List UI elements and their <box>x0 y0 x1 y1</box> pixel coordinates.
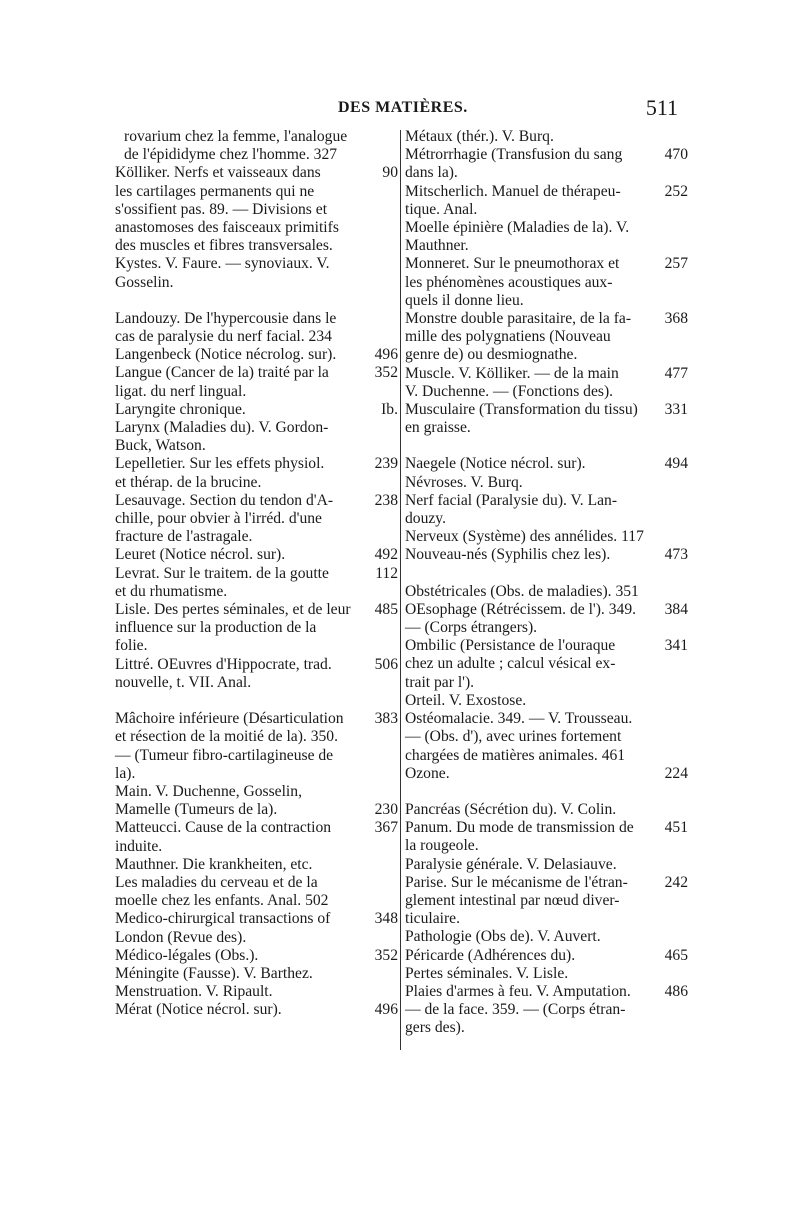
entry-line: Ombilic (Persistance de l'ouraque <box>405 637 616 655</box>
index-entry <box>115 819 398 855</box>
page-reference: 470 <box>664 146 688 164</box>
index-entry <box>405 983 688 1038</box>
index-entry <box>405 801 688 819</box>
index-entry <box>405 455 688 473</box>
index-entry <box>405 146 688 182</box>
page-reference: 465 <box>664 946 688 964</box>
entry-line: chille, pour obvier à l'irréd. d'une <box>115 510 322 528</box>
entry-line: douzy. <box>405 510 446 528</box>
index-entry <box>115 128 398 164</box>
entry-line: Parise. Sur le mécanisme de l'étran- <box>405 873 628 891</box>
index-entry <box>405 310 688 365</box>
entry-line: tique. Anal. <box>405 200 478 218</box>
page-reference: 257 <box>664 255 688 273</box>
page-reference: 486 <box>664 982 688 1000</box>
page-reference: 485 <box>374 601 398 619</box>
index-entry <box>405 546 688 564</box>
entry-line: Panum. Du mode de transmission de <box>405 819 634 837</box>
entry-line: Medico-chirurgical transactions of <box>115 910 331 928</box>
entry-line: — (Tumeur fibro-cartilagineuse de <box>115 746 334 764</box>
entry-line: Pathologie (Obs de). V. Auvert. <box>405 928 601 946</box>
index-entry <box>405 856 688 874</box>
entry-line: rovarium chez la femme, l'analogue <box>124 128 348 145</box>
entry-line: Mâchoire inférieure (Désarticulation <box>115 710 344 728</box>
entry-line: induite. <box>115 837 163 855</box>
entry-line: Paralysie générale. V. Delasiauve. <box>405 855 617 873</box>
entry-line: Pertes séminales. V. Lisle. <box>405 964 569 982</box>
entry-line: genre de) ou desmiognathe. <box>405 346 578 364</box>
page-reference: 252 <box>664 182 688 200</box>
index-entry <box>405 819 688 855</box>
index-column-right <box>405 128 688 1038</box>
entry-line: Plaies d'armes à feu. V. Amputation. <box>405 982 631 1000</box>
entry-line: Menstruation. V. Ripault. <box>115 983 273 1001</box>
index-entry <box>115 164 398 255</box>
entry-line: Kystes. V. Faure. — synoviaux. V. <box>115 255 330 273</box>
entry-line: — de la face. 359. — (Corps étran- <box>405 1001 626 1019</box>
index-entry <box>115 455 398 491</box>
entry-line: ligat. du nerf lingual. <box>115 382 247 400</box>
column-divider <box>400 130 401 1050</box>
index-entry <box>115 983 398 1001</box>
index-entry <box>405 874 688 929</box>
index-entry <box>405 965 688 983</box>
entry-line: Moelle épinière (Maladies de la). V. <box>405 219 630 237</box>
entry-line: Nouveau-nés (Syphilis chez les). <box>405 546 611 564</box>
page-number: 511 <box>645 95 678 120</box>
entry-line: — (Corps étrangers). <box>405 619 538 637</box>
index-entry <box>115 601 398 656</box>
entry-line: s'ossifient pas. 89. — Divisions et <box>115 200 328 218</box>
entry-line: Lesauvage. Section du tendon d'A- <box>115 491 334 509</box>
index-entry <box>115 419 398 455</box>
page-reference: 506 <box>374 655 398 673</box>
entry-line: Main. V. Duchenne, Gosselin, <box>115 782 302 800</box>
entry-line: Orteil. V. Exostose. <box>405 691 527 709</box>
index-entry <box>115 346 398 364</box>
entry-line: Naegele (Notice nécrol. sur). <box>405 455 586 473</box>
page-reference: 90 <box>382 164 398 182</box>
entry-line: Pancréas (Sécrétion du). V. Colin. <box>405 800 617 818</box>
entry-line: dans la). <box>405 164 458 182</box>
entry-line: anastomoses des faisceaux primitifs <box>115 219 339 237</box>
entry-line: Méningite (Fausse). V. Barthez. <box>115 964 313 982</box>
entry-line: Ozone. <box>405 764 450 782</box>
entry-line: London (Revue des). <box>115 928 247 946</box>
entry-line: quels il donne lieu. <box>405 291 524 309</box>
index-entry <box>405 183 688 219</box>
entry-line: Lisle. Des pertes séminales, et de leur <box>115 601 351 619</box>
entry-line: Littré. OEuvres d'Hippocrate, trad. <box>115 655 332 673</box>
index-entry <box>115 965 398 983</box>
entry-line: Kölliker. Nerfs et vaisseaux dans <box>115 164 321 182</box>
index-entry <box>115 401 398 419</box>
index-entry <box>405 692 688 710</box>
page-reference: 224 <box>664 764 688 782</box>
index-entry <box>405 255 688 310</box>
page-reference: 352 <box>374 364 398 382</box>
entry-line: Mamelle (Tumeurs de la). <box>115 801 278 819</box>
entry-line: fracture de l'astragale. <box>115 528 253 546</box>
entry-line: Langenbeck (Notice nécrolog. sur). <box>115 346 337 364</box>
entry-line: Nerveux (Système) des annélides. 117 <box>405 528 644 546</box>
entry-line: Mérat (Notice nécrol. sur). <box>115 1001 282 1019</box>
entry-line: Monneret. Sur le pneumothorax et <box>405 255 620 273</box>
index-entry <box>115 546 398 564</box>
page-reference: 383 <box>374 710 398 728</box>
entry-line: cas de paralysie du nerf facial. 234 <box>115 328 332 346</box>
entry-line: mille des polygnatiens (Nouveau <box>405 328 611 346</box>
page-reference: 230 <box>374 801 398 819</box>
entry-line: Péricarde (Adhérences du). <box>405 946 576 964</box>
entry-line: la rougeole. <box>405 837 479 855</box>
page-reference: 352 <box>374 946 398 964</box>
entry-line: influence sur la production de la <box>115 619 317 637</box>
index-entry <box>405 219 688 255</box>
index-entry <box>115 856 398 911</box>
entry-line: et du rhumatisme. <box>115 582 228 600</box>
page-reference: 451 <box>664 819 688 837</box>
entry-line: trait par l'). <box>405 673 475 691</box>
page-reference: 348 <box>374 910 398 928</box>
entry-line: chargées de matières animales. 461 <box>405 746 626 764</box>
page-reference: 477 <box>664 364 688 382</box>
entry-line: Muscle. V. Kölliker. — de la main <box>405 364 619 382</box>
index-entry <box>115 255 398 291</box>
index-entry <box>405 637 688 692</box>
entry-line: chez un adulte ; calcul vésical ex- <box>405 655 616 673</box>
page-reference: 473 <box>664 546 688 564</box>
entry-line: et résection de la moitié de la). 350. <box>115 728 338 746</box>
index-entry <box>115 364 398 400</box>
index-entry <box>115 492 398 547</box>
index-entry <box>115 947 398 965</box>
index-entry <box>405 474 688 492</box>
page-header <box>118 95 678 125</box>
entry-line: Levrat. Sur le traitem. de la goutte <box>115 564 329 582</box>
entry-line: glement intestinal par nœud diver- <box>405 891 620 909</box>
entry-line: Métaux (thér.). V. Burq. <box>405 128 554 145</box>
entry-line: ticulaire. <box>405 910 460 928</box>
index-entry <box>405 947 688 965</box>
entry-line: de l'épididyme chez l'homme. 327 <box>124 146 338 164</box>
index-entry <box>405 601 688 637</box>
entry-line: Mitscherlich. Manuel de thérapeu- <box>405 182 621 200</box>
index-entry <box>405 528 688 546</box>
entry-line: gers des). <box>405 1019 465 1037</box>
index-entry <box>115 656 398 692</box>
index-entry <box>405 401 688 437</box>
entry-line: Mauthner. <box>405 237 469 255</box>
entry-line: en graisse. <box>405 419 471 437</box>
entry-line: Leuret (Notice nécrol. sur). <box>115 546 286 564</box>
page-reference: 494 <box>664 455 688 473</box>
page-reference: 341 <box>664 637 688 655</box>
entry-line: Monstre double parasitaire, de la fa- <box>405 310 632 328</box>
index-entry <box>115 710 398 783</box>
page-reference: 331 <box>664 401 688 419</box>
entry-line: nouvelle, t. VII. Anal. <box>115 673 252 691</box>
index-entry <box>405 928 688 946</box>
index-entry <box>115 801 398 819</box>
entry-line: la). <box>115 764 136 782</box>
entry-line: Buck, Watson. <box>115 437 206 455</box>
index-entry <box>115 565 398 601</box>
entry-line: Ostéomalacie. 349. — V. Trousseau. <box>405 710 633 728</box>
entry-line: Mauthner. Die krankheiten, etc. <box>115 855 313 873</box>
entry-line: Médico-légales (Obs.). <box>115 946 259 964</box>
page-reference: 238 <box>374 491 398 509</box>
entry-line: — (Obs. d'), avec urines fortement <box>405 728 622 746</box>
entry-line: Laryngite chronique. <box>115 400 246 418</box>
entry-line: Obstétricales (Obs. de maladies). 351 <box>405 582 639 600</box>
index-entry <box>405 710 688 765</box>
entry-line: V. Duchenne. — (Fonctions des). <box>405 382 614 400</box>
entry-line: Névroses. V. Burq. <box>405 473 523 491</box>
entry-line: moelle chez les enfants. Anal. 502 <box>115 892 329 910</box>
entry-line: Les maladies du cerveau et de la <box>115 873 318 891</box>
entry-line: folie. <box>115 637 148 655</box>
page-reference: 496 <box>374 346 398 364</box>
index-entry <box>405 765 688 783</box>
running-title: DES MATIÈRES. <box>338 99 468 116</box>
page-reference: 367 <box>374 819 398 837</box>
entry-line: Lepelletier. Sur les effets physiol. <box>115 455 325 473</box>
page-reference: 496 <box>374 1001 398 1019</box>
index-entry <box>115 783 398 801</box>
index-entry <box>405 583 688 601</box>
entry-line: OEsophage (Rétrécissem. de l'). 349. <box>405 600 637 618</box>
page-reference: 239 <box>374 455 398 473</box>
index-entry <box>405 365 688 401</box>
index-column-left <box>115 128 398 1020</box>
index-entry <box>115 1001 398 1019</box>
entry-line: Métrorrhagie (Transfusion du sang <box>405 146 623 164</box>
entry-line: Larynx (Maladies du). V. Gordon- <box>115 419 329 437</box>
entry-line: Musculaire (Transformation du tissu) <box>405 401 638 419</box>
entry-line: Nerf facial (Paralysie du). V. Lan- <box>405 491 618 509</box>
entry-line: les cartilages permanents qui ne <box>115 182 315 200</box>
page-reference: Ib. <box>381 400 398 418</box>
entry-line: Langue (Cancer de la) traité par la <box>115 364 329 382</box>
index-entry <box>115 910 398 946</box>
page-reference: 242 <box>664 873 688 891</box>
entry-line: Landouzy. De l'hypercousie dans le <box>115 309 337 327</box>
entry-line: Matteucci. Cause de la contraction <box>115 819 332 837</box>
index-entry <box>405 128 688 146</box>
page-reference: 368 <box>664 310 688 328</box>
index-entry <box>405 492 688 528</box>
entry-line: et thérap. de la brucine. <box>115 473 262 491</box>
entry-line: Gosselin. <box>115 273 174 291</box>
page-reference: 384 <box>664 600 688 618</box>
page-reference: 492 <box>374 546 398 564</box>
index-entry <box>115 310 398 346</box>
entry-line: les phénomènes acoustiques aux- <box>405 273 613 291</box>
entry-line: des muscles et fibres transversales. <box>115 237 333 255</box>
page-reference: 112 <box>375 564 398 582</box>
